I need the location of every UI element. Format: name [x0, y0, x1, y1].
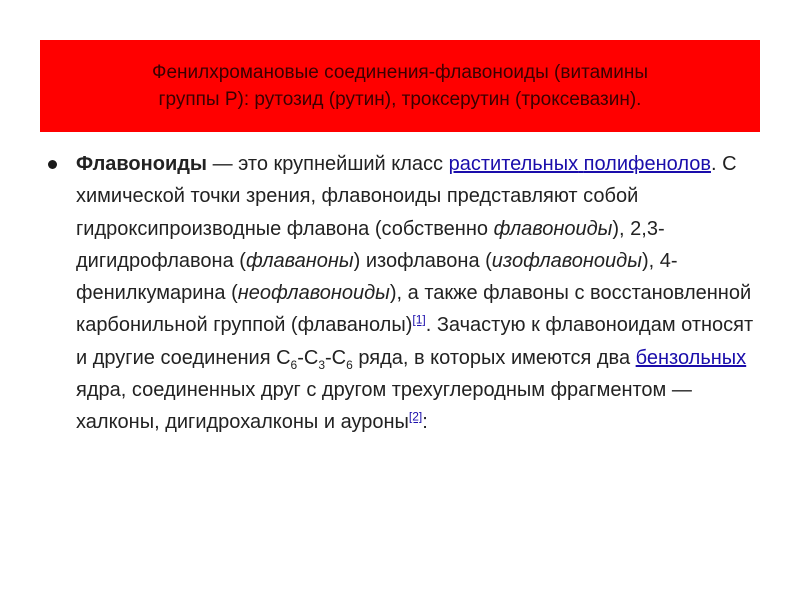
link-text-part[interactable]: полифенолов — [583, 153, 711, 175]
text-segment: ), 4-фенилкумарина ( — [76, 249, 678, 305]
text-segment: ) изофлавона ( — [353, 249, 492, 272]
text-segment: ядра, соединенных друг с другом трехуглеродным фрагментом — халконы, дигидрохалконы и ауроны — [76, 379, 692, 434]
text-segment: . Зачастую к флавоноидам относят и другие соединения С — [76, 314, 754, 369]
italic-term: флавоноиды — [493, 217, 613, 240]
subscript: 3 — [318, 357, 326, 372]
text-segment: — это крупнейший класс — [207, 153, 449, 175]
subscript: 6 — [290, 357, 298, 372]
title-band — [40, 40, 760, 132]
subscript: 6 — [346, 357, 353, 372]
italic-term: неофлавоноиды — [237, 282, 390, 305]
body-block — [44, 148, 754, 439]
italic-term: флаваноны — [245, 249, 354, 272]
text-segment: -С — [297, 346, 319, 369]
slide-title — [132, 59, 668, 113]
link-text-part[interactable]: растительных — [448, 153, 579, 175]
text-segment: ряда, в которых имеются два — [352, 346, 636, 369]
reference-link-2[interactable]: [2] — [408, 409, 423, 424]
text-segment: : — [422, 411, 428, 434]
term-flavonoids: Флавоноиды — [76, 153, 208, 175]
slide-title-line-2: группы Р): рутозид (рутин), троксерутин (троксевазин). — [158, 89, 642, 110]
italic-term: изофлавоноиды — [491, 249, 642, 272]
link-benzene[interactable]: бензольных — [635, 346, 747, 369]
bullet-dot-icon — [48, 160, 57, 169]
text-segment: ), 2,3-дигидрофлавона ( — [76, 217, 665, 272]
link-plant-polyphenols[interactable] — [449, 153, 711, 175]
slide-title-line-1: Фенилхромановые соединения-флавоноиды (витамины — [152, 62, 648, 83]
text-segment: . С химической точки зрения, флавоноиды представляют собой гидроксипроизводные флавона (собственно — [76, 153, 737, 240]
bullet-item — [44, 148, 754, 439]
text-segment: -С — [325, 346, 347, 369]
reference-link-1[interactable]: [1] — [412, 312, 426, 327]
text-segment: ), а также флавоны с восстановленной карбонильной группой (флаванолы) — [76, 282, 752, 337]
